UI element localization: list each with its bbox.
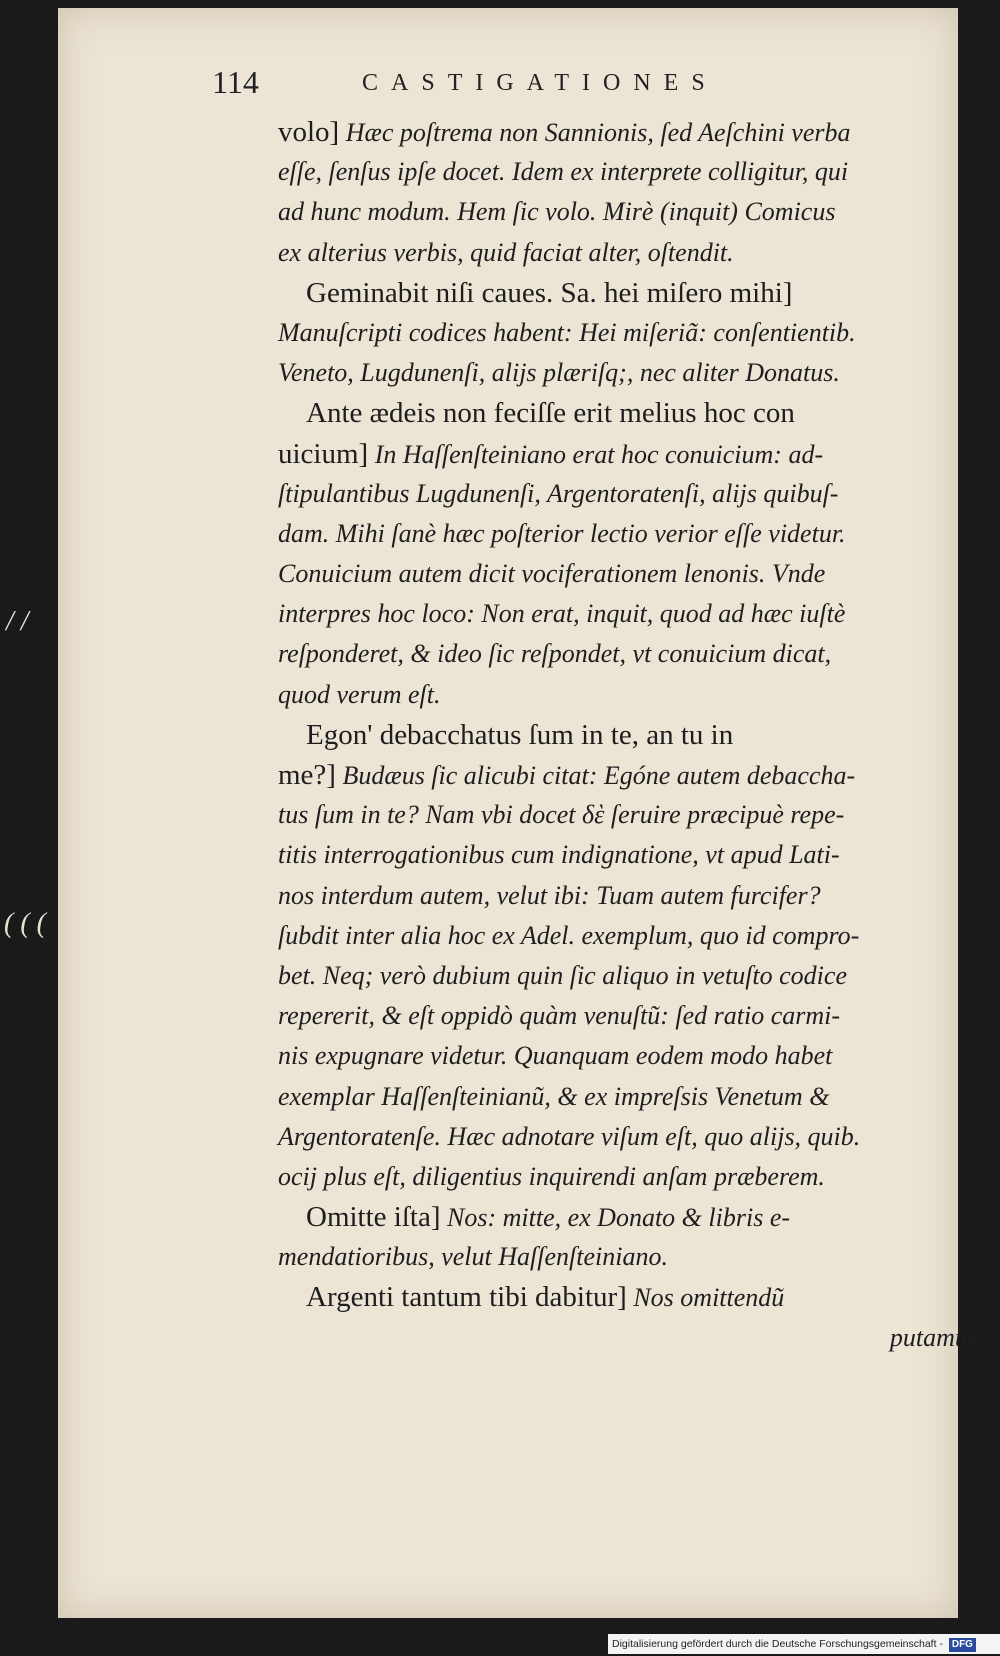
text-line: [278, 1157, 978, 1197]
commentary: ſtipulantibus Lugdunenſi, Argentoratenſi, alijs quibuſ-: [278, 478, 839, 508]
commentary: nis expugnare videtur. Quanquam eodem modo habet: [278, 1041, 833, 1071]
commentary: titis interrogationibus cum indignatione, vt apud Lati-: [278, 840, 840, 870]
text-line: [278, 1117, 978, 1157]
commentary: In Haſſenſteiniano erat hoc conuicium: ad-: [368, 439, 824, 469]
text-line: [278, 514, 978, 554]
footer-text: Digitalisierung gefördert durch die Deutsche Forschungsgemeinschaft -: [612, 1638, 943, 1650]
text-line: [278, 1277, 978, 1317]
commentary: Nos: mitte, ex Donato & libris e-: [440, 1203, 791, 1233]
commentary: reſponderet, & ideo ſic reſpondet, vt conuicium dicat,: [278, 639, 832, 669]
commentary: Budæus ſic alicubi citat: Egóne autem debaccha-: [335, 761, 856, 790]
text-line: [278, 152, 978, 192]
text-line: [278, 835, 978, 875]
lemma: Egon' debacchatus ſum in te, an tu in: [306, 718, 734, 751]
page-number: 114: [212, 64, 259, 100]
text-line: [278, 876, 978, 916]
text-line: [278, 1077, 978, 1117]
text-line: [278, 313, 978, 353]
lemma: Ante ædeis non feciſſe erit melius hoc con: [306, 397, 795, 430]
text-line: [278, 273, 978, 313]
text-line: [278, 1036, 978, 1076]
margin-mark: ( ( (: [4, 908, 46, 939]
text-line: [278, 675, 978, 715]
commentary: ad hunc modum. Hem ſic volo. Mirè (inquit) Comicus: [278, 197, 836, 227]
commentary: ſubdit inter alia hoc ex Adel. exemplum, quo id compro-: [278, 920, 860, 950]
text-line: [278, 916, 978, 956]
running-title: CASTIGATIONES: [362, 70, 718, 96]
text-line: [278, 956, 978, 996]
text-line: [278, 1318, 978, 1358]
text-line: [278, 434, 978, 474]
commentary: ocij plus eſt, diligentius inquirendi anſam præberem.: [278, 1161, 825, 1191]
text-line: [278, 233, 978, 273]
commentary: interpres hoc loco: Non erat, inquit, quod ad hæc iuſtè: [278, 599, 846, 629]
text-line: [278, 594, 978, 634]
text-line: [278, 755, 978, 795]
commentary: Conuicium autem dicit vociferationem lenonis. Vnde: [278, 559, 826, 589]
text-line: [278, 996, 978, 1036]
commentary: Veneto, Lugdunenſi, alijs plæriſq;, nec aliter Donatus.: [278, 358, 840, 388]
text-line: [278, 1237, 978, 1277]
commentary: putamus: [889, 1322, 978, 1352]
commentary: Hæc poſtrema non Sannionis, ſed Aeſchini verba: [339, 118, 851, 147]
commentary: repererit, & eſt oppidò quàm venuſtũ: ſed ratio carmi-: [278, 1001, 841, 1031]
lemma: uicium]: [278, 437, 369, 470]
text-line: [278, 715, 978, 755]
text-line: [278, 112, 978, 152]
text-line: [278, 393, 978, 433]
text-line: [278, 353, 978, 393]
text-line: [278, 1197, 978, 1237]
commentary: eſſe, ſenſus ipſe docet. Idem ex interprete colligitur, qui: [278, 157, 849, 187]
text-line: [278, 192, 978, 232]
commentary: ex alterius verbis, quid faciat alter, oſtendit.: [278, 237, 734, 267]
commentary-text: [278, 112, 978, 1358]
commentary: Manuſcripti codices habent: Hei miſeriã: conſentientib.: [278, 317, 856, 347]
commentary: mendatioribus, velut Haſſenſteiniano.: [278, 1242, 668, 1272]
commentary: exemplar Haſſenſteinianũ, & ex impreſsis Venetum &: [278, 1081, 830, 1111]
text-line: [278, 554, 978, 594]
commentary: Argentoratenſe. Hæc adnotare viſum eſt, quo alijs, quib.: [278, 1121, 861, 1151]
text-line: [278, 634, 978, 674]
lemma: Geminabit niſi caues. Sa. hei miſero mihi]: [306, 276, 793, 309]
text-line: [278, 474, 978, 514]
commentary: tus ſum in te? Nam vbi docet δὲ ſeruire præcipuè repe-: [278, 800, 845, 830]
dfg-logo: DFG: [949, 1638, 976, 1652]
commentary: quod verum eſt.: [278, 679, 441, 709]
commentary: nos interdum autem, velut ibi: Tuam autem furcifer?: [278, 880, 821, 910]
lemma: volo]: [278, 116, 340, 148]
digitization-footer: [608, 1634, 1000, 1654]
lemma: me?]: [278, 759, 336, 791]
commentary: dam. Mihi ſanè hæc poſterior lectio verior eſſe videtur.: [278, 518, 846, 548]
page-header: [212, 64, 912, 104]
lemma: Argenti tantum tibi dabitur]: [306, 1281, 627, 1314]
commentary: Nos omittendũ: [626, 1283, 785, 1313]
commentary: bet. Neq; verò dubium quin ſic aliquo in vetuſto codice: [278, 960, 847, 990]
text-line: [278, 795, 978, 835]
margin-mark: / /: [6, 606, 29, 637]
lemma: Omitte iſta]: [306, 1201, 441, 1234]
